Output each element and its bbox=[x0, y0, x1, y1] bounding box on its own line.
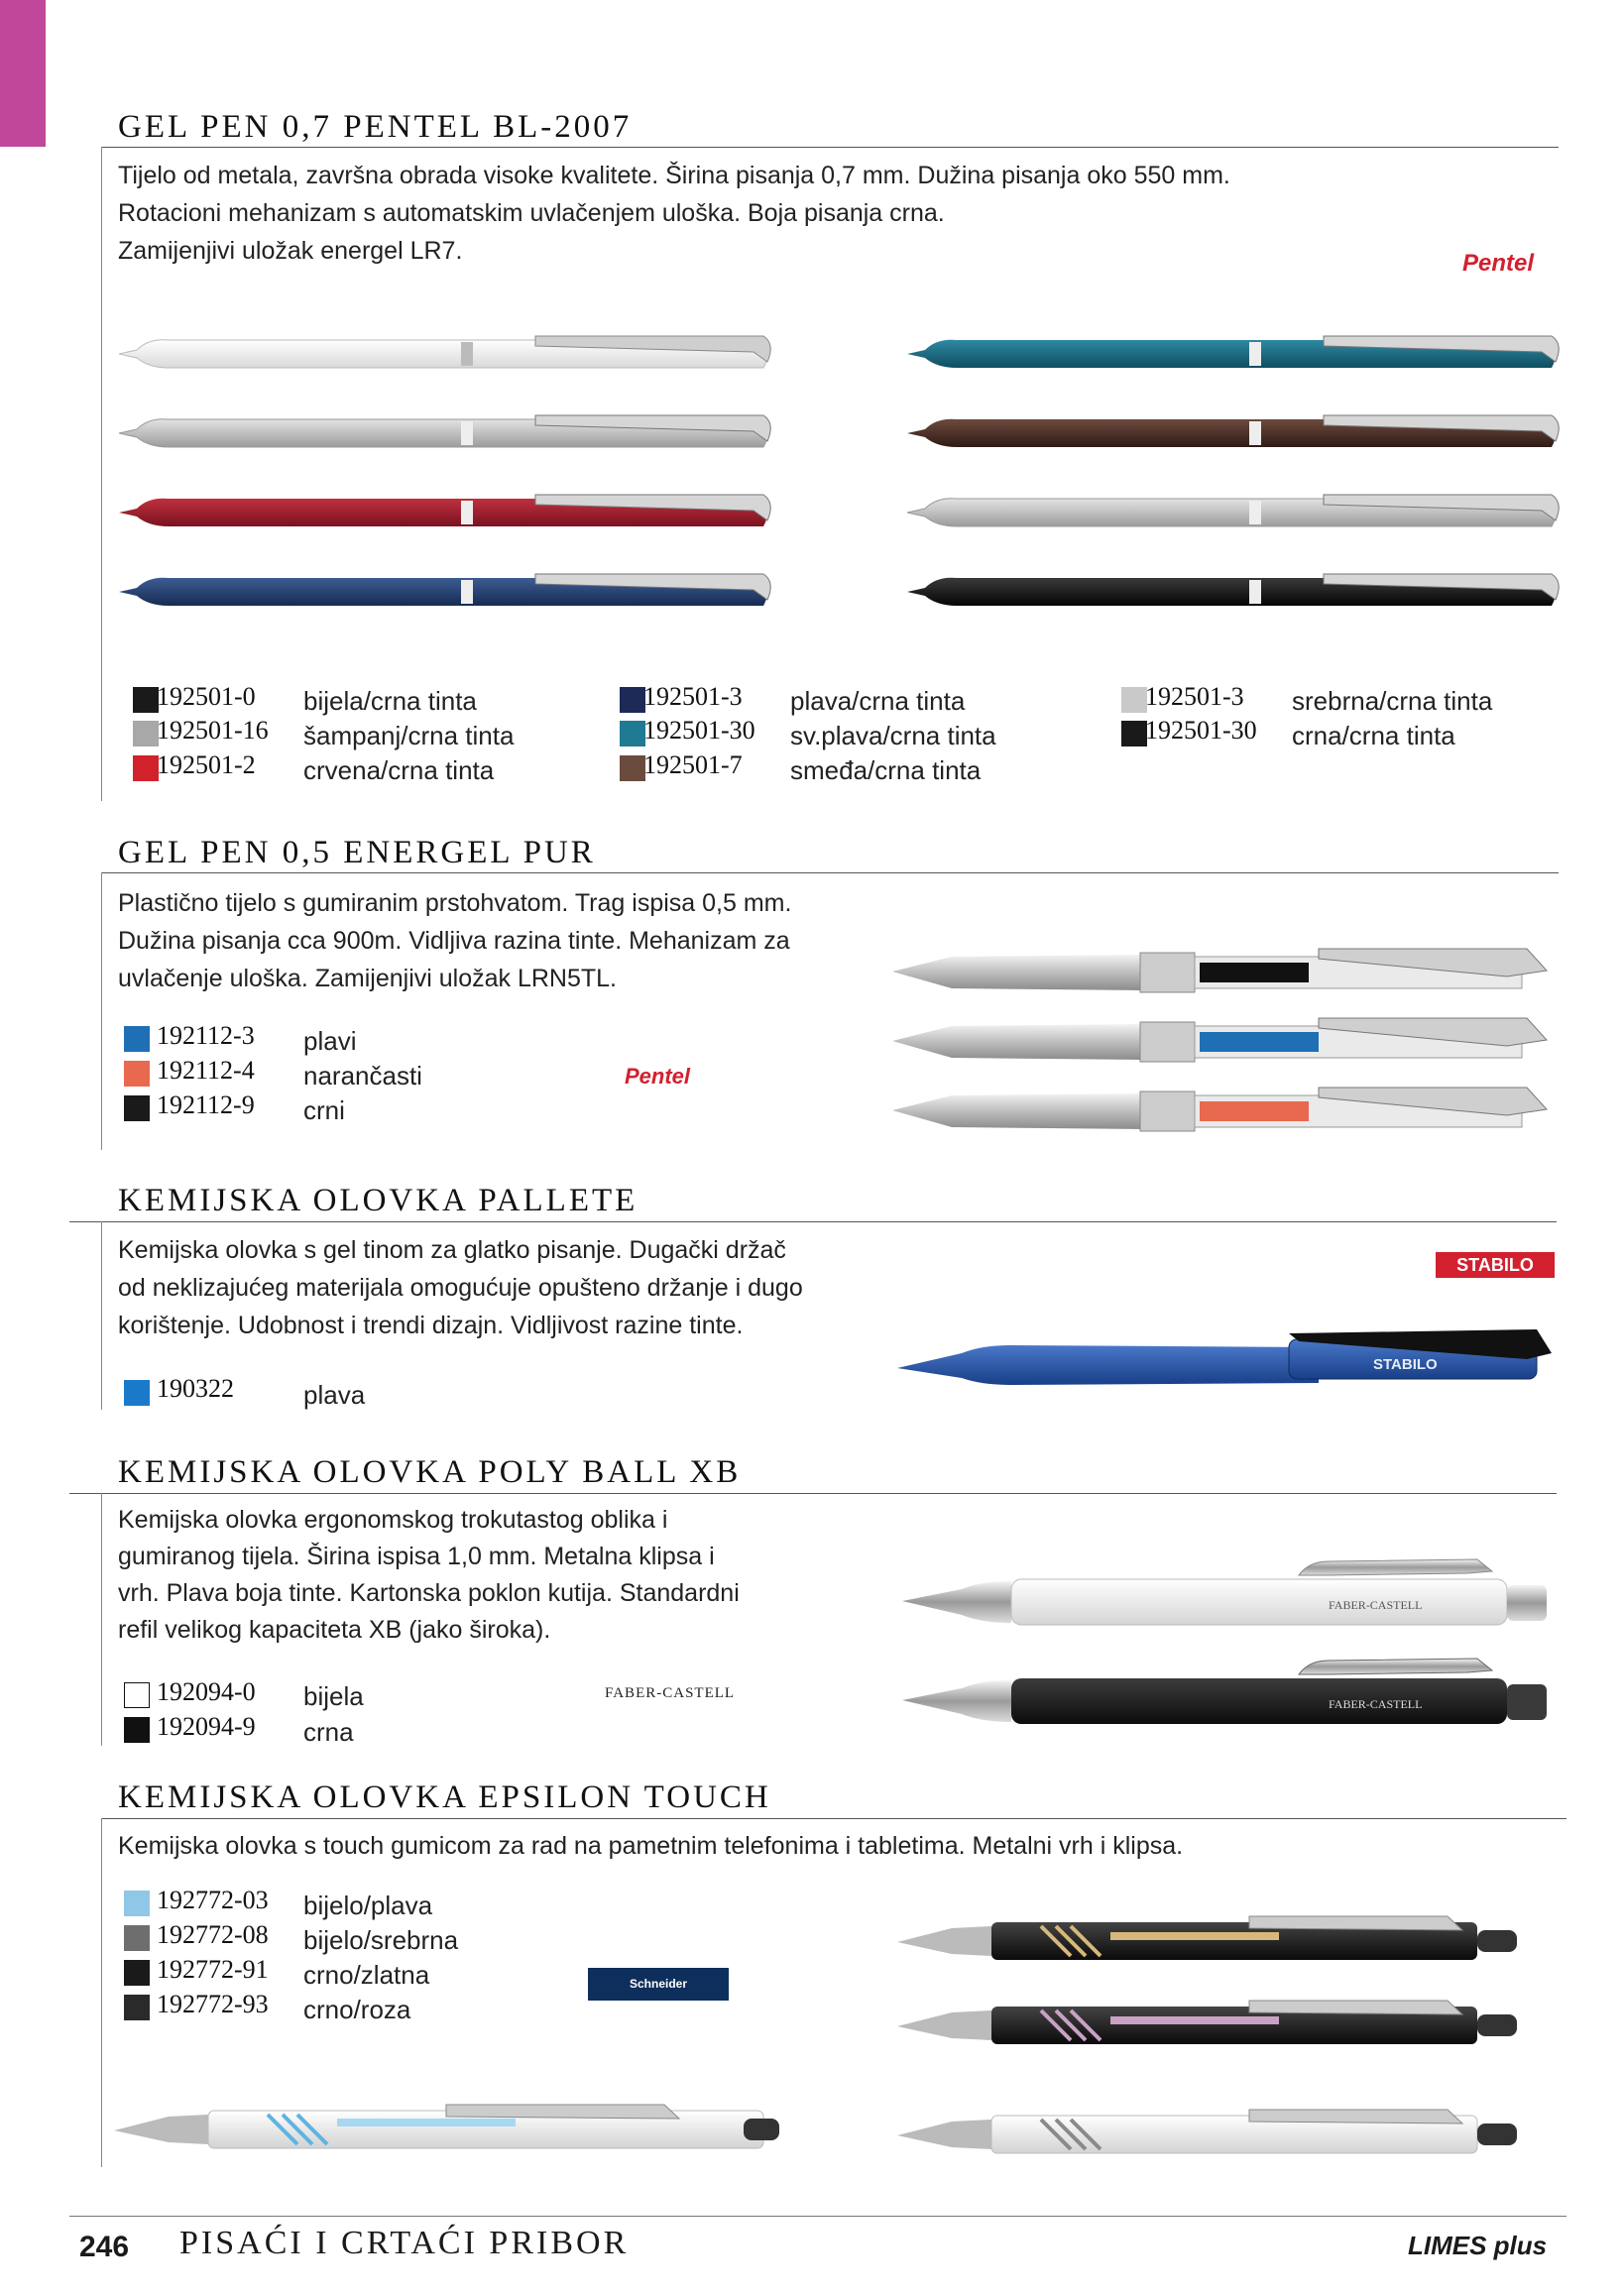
limes-plus-logo: LIMES plus bbox=[1408, 2231, 1548, 2260]
product-code: 192112-4 bbox=[157, 1056, 255, 1085]
product-code: 192772-03 bbox=[157, 1886, 269, 1914]
description-line: korištenje. Udobnost i trendi dizajn. Vidljivost razine tinte. bbox=[118, 1312, 744, 1339]
product-color-label: šampanj/crna tinta bbox=[303, 721, 515, 750]
product-color-label: bijelo/plava bbox=[303, 1891, 433, 1920]
divider bbox=[101, 147, 102, 801]
pentel-logo: Pentel bbox=[1462, 250, 1535, 277]
pen-white bbox=[902, 1559, 1547, 1625]
color-swatch bbox=[124, 1925, 150, 1951]
color-swatch bbox=[124, 1682, 150, 1708]
product-color-label: crna bbox=[303, 1717, 354, 1747]
product-color-label: bijelo/srebrna bbox=[303, 1925, 459, 1955]
product-code: 192501-3 bbox=[1145, 682, 1244, 711]
color-swatch bbox=[133, 687, 159, 713]
description-line: Tijelo od metala, završna obrada visoke kvalitete. Širina pisanja 0,7 mm. Dužina pisanja oko 550 mm. bbox=[118, 162, 1230, 189]
pen-brand-text: FABER-CASTELL bbox=[1329, 1598, 1423, 1612]
color-swatch bbox=[124, 1717, 150, 1743]
section-title-epsilon-touch: KEMIJSKA OLOVKA EPSILON TOUCH bbox=[118, 1779, 771, 1815]
product-description bbox=[118, 1231, 803, 1344]
divider bbox=[69, 2216, 1566, 2217]
pen-silver bbox=[907, 495, 1559, 526]
product-description bbox=[118, 1502, 740, 1649]
description-line: Kemijska olovka s gel tinom za glatko pisanje. Dugački držač bbox=[118, 1236, 786, 1264]
description-line: Kemijska olovka s touch gumicom za rad na pametnim telefonima i tabletima. Metalni vrh i klipsa. bbox=[118, 1832, 1184, 1860]
description-line: gumiranog tijela. Širina ispisa 1,0 mm. Metalna klipsa i bbox=[118, 1543, 715, 1570]
product-code: 192501-3 bbox=[643, 682, 743, 711]
color-swatch bbox=[124, 1380, 150, 1406]
energel-pur-pens-illustration bbox=[892, 937, 1566, 1150]
color-swatch bbox=[1121, 721, 1147, 746]
divider bbox=[101, 872, 1559, 873]
stabilo-logo: STABILO bbox=[1436, 1252, 1555, 1278]
description-line: refil velikog kapaciteta XB (jako široka). bbox=[118, 1616, 551, 1644]
product-color-label: bijela bbox=[303, 1681, 364, 1711]
product-color-label: narančasti bbox=[303, 1061, 422, 1090]
color-swatch bbox=[620, 687, 645, 713]
product-color-label: sv.plava/crna tinta bbox=[790, 721, 996, 750]
description-line: Plastično tijelo s gumiranim prstohvatom. Trag ispisa 0,5 mm. bbox=[118, 889, 792, 917]
color-swatch bbox=[133, 721, 159, 746]
pen-brown bbox=[907, 415, 1559, 447]
color-swatch bbox=[124, 1026, 150, 1052]
pen-teal bbox=[907, 336, 1559, 368]
product-color-label: smeđa/crna tinta bbox=[790, 755, 982, 785]
schneider-logo: Schneider bbox=[588, 1968, 729, 2001]
pentel-logo: Pentel bbox=[625, 1064, 691, 1089]
divider bbox=[101, 1221, 102, 1410]
product-code: 192501-2 bbox=[157, 750, 256, 779]
pen-red bbox=[119, 495, 770, 526]
pen-orange-ink bbox=[892, 1088, 1547, 1131]
pen-black-gold bbox=[897, 1916, 1517, 1960]
pen-black-pink bbox=[897, 2001, 1517, 2044]
product-code: 192772-91 bbox=[157, 1955, 269, 1984]
product-color-label: srebrna/crna tinta bbox=[1292, 686, 1493, 716]
product-color-label: plava/crna tinta bbox=[790, 686, 966, 716]
pen-white-blue bbox=[114, 2105, 779, 2148]
faber-castell-logo: FABER-CASTELL bbox=[605, 1685, 736, 1701]
product-code: 192501-30 bbox=[643, 716, 755, 745]
description-line: Dužina pisanja cca 900m. Vidljiva razina tinte. Mehanizam za bbox=[118, 927, 790, 955]
product-code: 192501-0 bbox=[157, 682, 256, 711]
product-color-label: plava bbox=[303, 1380, 366, 1410]
color-swatch bbox=[1121, 687, 1147, 713]
product-description bbox=[118, 1827, 1183, 1865]
color-swatch bbox=[124, 1061, 150, 1087]
svg-text:STABILO: STABILO bbox=[1373, 1356, 1438, 1373]
product-code: 192772-93 bbox=[157, 1990, 269, 2018]
product-code: 192094-9 bbox=[157, 1712, 256, 1741]
product-code: 192501-30 bbox=[1145, 716, 1257, 745]
description-line: Rotacioni mehanizam s automatskim uvlačenjem uloška. Boja pisanja crna. bbox=[118, 199, 945, 227]
epsilon-touch-pen-left bbox=[109, 2097, 783, 2166]
product-color-label: crni bbox=[303, 1095, 345, 1125]
color-swatch bbox=[133, 755, 159, 781]
color-swatch bbox=[620, 755, 645, 781]
color-swatch bbox=[620, 721, 645, 746]
divider bbox=[101, 1818, 102, 2167]
epsilon-touch-pens-right bbox=[892, 1908, 1566, 2176]
product-code: 192112-3 bbox=[157, 1021, 255, 1050]
product-code: 192501-7 bbox=[643, 750, 743, 779]
product-color-label: bijela/crna tinta bbox=[303, 686, 477, 716]
color-swatch bbox=[124, 1960, 150, 1986]
color-swatch bbox=[124, 1995, 150, 2020]
product-code: 192772-08 bbox=[157, 1920, 269, 1949]
product-code: 192501-16 bbox=[157, 716, 269, 745]
divider bbox=[101, 1493, 102, 1746]
bl2007-pens-illustration bbox=[109, 317, 1576, 644]
product-color-label: crno/zlatna bbox=[303, 1960, 430, 1990]
pen-blue bbox=[119, 574, 770, 606]
poly-ball-pens-illustration bbox=[892, 1542, 1566, 1740]
pen-black bbox=[902, 1659, 1547, 1724]
pen-champagne bbox=[119, 415, 770, 447]
section-title-energel-pur: GEL PEN 0,5 ENERGEL PUR bbox=[118, 835, 596, 870]
product-color-label: crvena/crna tinta bbox=[303, 755, 495, 785]
product-code: 190322 bbox=[157, 1374, 234, 1403]
page-number: 246 bbox=[79, 2231, 130, 2263]
pen-brand-text: FABER-CASTELL bbox=[1329, 1697, 1423, 1711]
section-title-pallete: KEMIJSKA OLOVKA PALLETE bbox=[118, 1183, 638, 1218]
pallete-pen-illustration bbox=[892, 1323, 1566, 1403]
description-line: vrh. Plava boja tinte. Kartonska poklon kutija. Standardni bbox=[118, 1579, 740, 1607]
description-line: Kemijska olovka ergonomskog trokutastog oblika i bbox=[118, 1506, 668, 1534]
footer-section-title: PISAĆI I CRTAĆI PRIBOR bbox=[179, 2225, 630, 2261]
product-color-label: plavi bbox=[303, 1026, 357, 1056]
pen-white-silver bbox=[897, 2110, 1517, 2153]
color-swatch bbox=[124, 1891, 150, 1916]
divider bbox=[69, 1221, 1557, 1222]
section-title-poly-ball: KEMIJSKA OLOVKA POLY BALL XB bbox=[118, 1454, 742, 1490]
divider bbox=[101, 147, 1559, 148]
description-line: uvlačenje uloška. Zamijenjivi uložak LRN5TL. bbox=[118, 965, 618, 992]
pen-white bbox=[119, 336, 770, 368]
product-code: 192112-9 bbox=[157, 1090, 255, 1119]
pen-blue-ink bbox=[892, 1018, 1547, 1062]
section-title-bl2007: GEL PEN 0,7 PENTEL BL-2007 bbox=[118, 109, 633, 145]
divider bbox=[69, 1493, 1557, 1494]
divider bbox=[101, 1818, 1566, 1819]
color-swatch bbox=[124, 1095, 150, 1121]
description-line: od neklizajućeg materijala omogućuje opušteno držanje i dugo bbox=[118, 1274, 803, 1302]
pen-black-ink bbox=[892, 949, 1547, 992]
product-color-label: crno/roza bbox=[303, 1995, 411, 2024]
product-code: 192094-0 bbox=[157, 1677, 256, 1706]
product-color-label: crna/crna tinta bbox=[1292, 721, 1455, 750]
product-description bbox=[118, 157, 1230, 270]
pen-black bbox=[907, 574, 1559, 606]
product-description bbox=[118, 884, 791, 997]
section-color-tab bbox=[0, 0, 46, 147]
description-line: Zamijenjivi uložak energel LR7. bbox=[118, 237, 463, 265]
divider bbox=[101, 872, 102, 1150]
